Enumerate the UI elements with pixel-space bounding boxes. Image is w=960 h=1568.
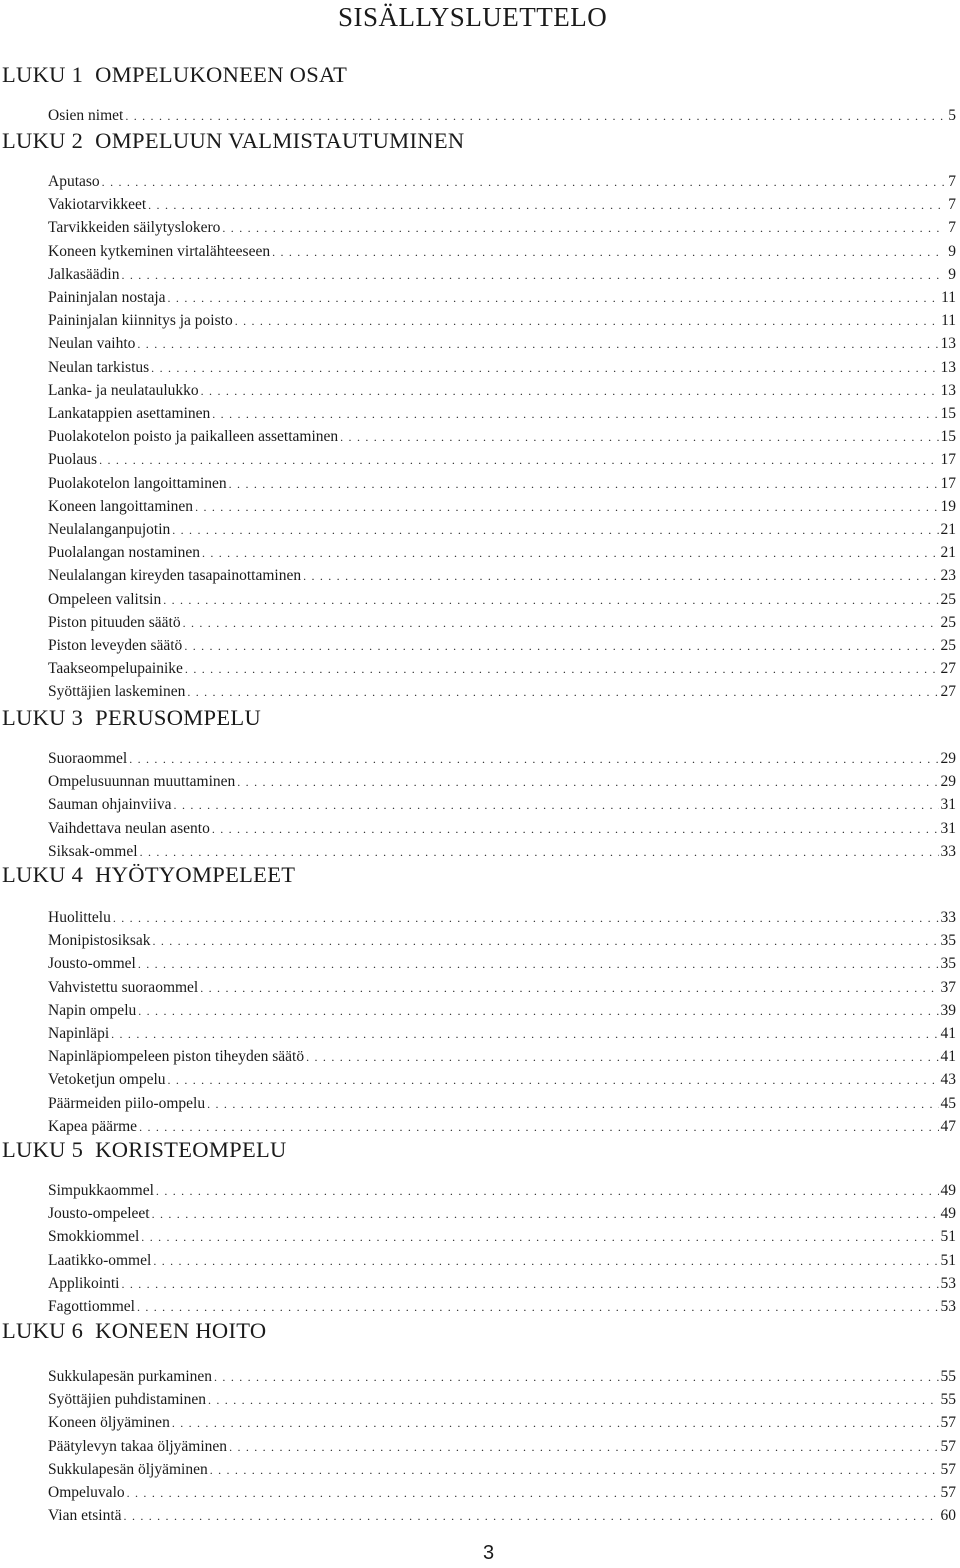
toc-entry[interactable] bbox=[48, 794, 956, 816]
entry-label: Neulan vaihto bbox=[48, 335, 136, 353]
entry-label: Napin ompelu bbox=[48, 1001, 137, 1019]
entry-page-number: 13 bbox=[940, 335, 956, 353]
entry-label: Lanka- ja neulataulukko bbox=[48, 381, 199, 399]
toc-entry[interactable] bbox=[48, 612, 956, 634]
entry-label: Vetoketjun ompelu bbox=[48, 1071, 166, 1089]
entry-label: Aputaso bbox=[48, 173, 100, 190]
chapter-name: HYÖTYOMPELEET bbox=[95, 862, 296, 887]
entry-page-number: 47 bbox=[940, 1117, 956, 1135]
dot-leader bbox=[102, 171, 944, 193]
dot-leader bbox=[111, 1023, 938, 1045]
entry-label: Huolittelu bbox=[48, 909, 111, 926]
entry-label: Koneen langoittaminen bbox=[48, 497, 194, 515]
chapter-number: LUKU 1 bbox=[2, 62, 84, 87]
entry-page-number: 35 bbox=[940, 955, 956, 973]
chapter-heading bbox=[2, 705, 261, 731]
toc-entry[interactable] bbox=[48, 1505, 956, 1527]
dot-leader bbox=[187, 681, 938, 703]
dot-leader bbox=[195, 496, 938, 518]
dot-leader bbox=[202, 542, 939, 564]
entry-label: Tarvikkeiden säilytyslokero bbox=[48, 219, 221, 237]
entry-label: Puolaus bbox=[48, 451, 98, 469]
dot-leader bbox=[237, 771, 938, 793]
entry-label: Taakseompelupainike bbox=[48, 660, 183, 678]
entry-page-number: 41 bbox=[940, 1048, 956, 1066]
dot-leader bbox=[172, 1412, 939, 1434]
entry-label: Syöttäjien puhdistaminen bbox=[48, 1391, 206, 1409]
entry-label: Sukkulapesän purkaminen bbox=[48, 1368, 213, 1385]
toc-entry[interactable] bbox=[48, 1436, 956, 1458]
entry-label: Piston pituuden säätö bbox=[48, 613, 181, 631]
entry-page-number: 21 bbox=[940, 521, 956, 538]
entry-label: Syöttäjien laskeminen bbox=[48, 683, 186, 701]
entry-label: Vaihdettava neulan asento bbox=[48, 819, 210, 837]
dot-leader bbox=[212, 403, 938, 425]
dot-leader bbox=[201, 380, 939, 402]
entry-page-number: 29 bbox=[940, 773, 956, 791]
entry-page-number: 25 bbox=[940, 613, 956, 631]
toc-entry[interactable] bbox=[48, 171, 956, 193]
toc-entry[interactable] bbox=[48, 1203, 956, 1225]
dot-leader bbox=[138, 1000, 938, 1022]
entry-page-number: 57 bbox=[940, 1437, 956, 1455]
dot-leader bbox=[151, 357, 938, 379]
toc-entry[interactable] bbox=[48, 357, 956, 379]
entry-page-number: 11 bbox=[941, 289, 956, 306]
entry-page-number: 53 bbox=[940, 1274, 956, 1292]
entry-label: Jousto-ommel bbox=[48, 955, 136, 973]
entry-label: Koneen öljyäminen bbox=[48, 1414, 170, 1432]
entry-page-number: 11 bbox=[941, 312, 956, 330]
entry-page-number: 17 bbox=[940, 474, 956, 492]
entry-label: Ompelusuunnan muuttaminen bbox=[48, 773, 236, 791]
entry-label: Koneen kytkeminen virtalähteeseen bbox=[48, 242, 271, 260]
dot-leader bbox=[140, 841, 939, 863]
chapter-number: LUKU 2 bbox=[2, 128, 84, 153]
entry-page-number: 51 bbox=[940, 1228, 956, 1246]
entry-label: Osien nimet bbox=[48, 107, 124, 124]
entry-page-number: 15 bbox=[940, 405, 956, 422]
chapter-heading bbox=[2, 1318, 266, 1344]
toc-entry[interactable] bbox=[48, 1366, 956, 1388]
entry-page-number: 45 bbox=[940, 1094, 956, 1112]
entry-label: Vahvistettu suoraommel bbox=[48, 978, 199, 996]
toc-entry[interactable] bbox=[48, 1296, 956, 1318]
toc-entry[interactable] bbox=[48, 1093, 956, 1115]
entry-page-number: 43 bbox=[940, 1071, 956, 1089]
dot-leader bbox=[229, 1436, 938, 1458]
toc-entry[interactable] bbox=[48, 1250, 956, 1272]
entry-page-number: 17 bbox=[940, 451, 956, 469]
chapter-number: LUKU 3 bbox=[2, 705, 84, 730]
toc-entry[interactable] bbox=[48, 473, 956, 495]
toc-entry[interactable] bbox=[48, 635, 956, 657]
chapter-name: OMPELUUN VALMISTAUTUMINEN bbox=[95, 128, 465, 153]
dot-leader bbox=[340, 426, 938, 448]
entry-page-number: 7 bbox=[948, 173, 956, 190]
entry-label: Jousto-ompeleet bbox=[48, 1205, 150, 1223]
entry-label: Ompeluvalo bbox=[48, 1484, 125, 1501]
dot-leader bbox=[99, 449, 938, 471]
entry-label: Puolakotelon poisto ja paikalleen assettaminen bbox=[48, 428, 339, 446]
entry-page-number: 41 bbox=[940, 1025, 956, 1042]
entry-page-number: 27 bbox=[940, 660, 956, 678]
entry-label: Kapea päärme bbox=[48, 1117, 138, 1135]
entry-label: Piston leveyden säätö bbox=[48, 637, 183, 654]
dot-leader bbox=[229, 473, 939, 495]
entry-page-number: 39 bbox=[940, 1001, 956, 1019]
toc-entry[interactable] bbox=[48, 380, 956, 402]
entry-label: Jalkasäädin bbox=[48, 265, 120, 283]
page-number: 3 bbox=[483, 1542, 495, 1564]
dot-leader bbox=[214, 1366, 938, 1388]
entry-label: Päätylevyn takaa öljyäminen bbox=[48, 1437, 228, 1455]
dot-leader bbox=[200, 977, 938, 999]
toc-entry[interactable] bbox=[48, 426, 956, 448]
toc-entry[interactable] bbox=[48, 1180, 956, 1202]
dot-leader bbox=[121, 264, 944, 286]
entry-page-number: 31 bbox=[940, 796, 956, 814]
entry-label: Paininjalan nostaja bbox=[48, 289, 166, 306]
toc-entry[interactable] bbox=[48, 449, 956, 471]
dot-leader bbox=[208, 1389, 939, 1411]
dot-leader bbox=[303, 565, 938, 587]
entry-label: Smokkiommel bbox=[48, 1228, 140, 1246]
dot-leader bbox=[137, 1296, 939, 1318]
entry-page-number: 13 bbox=[940, 358, 956, 376]
entry-label: Neulalangan kireyden tasapainottaminen bbox=[48, 567, 302, 585]
dot-leader bbox=[210, 1459, 939, 1481]
entry-label: Ompeleen valitsin bbox=[48, 590, 162, 608]
entry-label: Napinläpi bbox=[48, 1025, 110, 1042]
toc-entry[interactable] bbox=[48, 1389, 956, 1411]
entry-page-number: 57 bbox=[940, 1484, 956, 1501]
toc-entry[interactable] bbox=[48, 496, 956, 518]
entry-label: Siksak-ommel bbox=[48, 842, 138, 860]
entry-label: Vakiotarvikkeet bbox=[48, 196, 147, 214]
dot-leader bbox=[121, 1273, 938, 1295]
dot-leader bbox=[163, 589, 938, 611]
entry-label: Applikointi bbox=[48, 1274, 120, 1292]
entry-page-number: 7 bbox=[948, 196, 956, 214]
dot-leader bbox=[156, 1180, 939, 1202]
dot-leader bbox=[124, 1505, 939, 1527]
toc-entry[interactable] bbox=[48, 1482, 956, 1504]
toc-entry[interactable] bbox=[48, 953, 956, 975]
entry-label: Vian etsintä bbox=[48, 1507, 122, 1525]
toc-entry[interactable] bbox=[48, 217, 956, 239]
entry-label: Sukkulapesän öljyäminen bbox=[48, 1460, 208, 1478]
toc-entry[interactable] bbox=[48, 771, 956, 793]
entry-label: Puolakotelon langoittaminen bbox=[48, 474, 227, 492]
entry-page-number: 51 bbox=[940, 1251, 956, 1269]
chapter-heading bbox=[2, 128, 464, 154]
dot-leader bbox=[148, 194, 944, 216]
dot-leader bbox=[183, 612, 939, 634]
toc-entry[interactable] bbox=[48, 565, 956, 587]
entry-page-number: 29 bbox=[940, 750, 956, 767]
toc-entry[interactable] bbox=[48, 977, 956, 999]
entry-label: Monipistosiksak bbox=[48, 932, 151, 950]
dot-leader bbox=[168, 287, 940, 309]
chapter-heading bbox=[2, 1137, 287, 1163]
entry-label: Fagottiommel bbox=[48, 1298, 135, 1315]
toc-entry[interactable] bbox=[48, 1069, 956, 1091]
dot-leader bbox=[184, 635, 938, 657]
dot-leader bbox=[129, 748, 938, 770]
entry-label: Päärmeiden piilo-ompelu bbox=[48, 1094, 206, 1112]
toc-entry[interactable] bbox=[48, 403, 956, 425]
toc-entry[interactable] bbox=[48, 1226, 956, 1248]
toc-entry[interactable] bbox=[48, 333, 956, 355]
chapter-name: OMPELUKONEEN OSAT bbox=[95, 62, 348, 87]
entry-page-number: 49 bbox=[940, 1182, 956, 1199]
entry-label: Napinläpiompeleen piston tiheyden säätö bbox=[48, 1048, 305, 1066]
entry-label: Neulan tarkistus bbox=[48, 358, 150, 376]
chapter-heading bbox=[2, 62, 347, 88]
entry-label: Paininjalan kiinnitys ja poisto bbox=[48, 312, 233, 330]
toc-entry[interactable] bbox=[48, 241, 956, 263]
toc-entry[interactable] bbox=[48, 519, 956, 541]
chapter-name: KONEEN HOITO bbox=[95, 1318, 267, 1343]
entry-label: Suoraommel bbox=[48, 750, 128, 767]
page-title: SISÄLLYSLUETTELO bbox=[338, 2, 608, 32]
toc-entry[interactable] bbox=[48, 105, 956, 127]
dot-leader bbox=[222, 217, 944, 239]
toc-entry[interactable] bbox=[48, 907, 956, 929]
toc-entry[interactable] bbox=[48, 310, 956, 332]
dot-leader bbox=[127, 1482, 939, 1504]
entry-page-number: 19 bbox=[940, 497, 956, 515]
dot-leader bbox=[306, 1046, 938, 1068]
dot-leader bbox=[172, 519, 938, 541]
dot-leader bbox=[168, 1069, 939, 1091]
toc-entry[interactable] bbox=[48, 589, 956, 611]
toc-entry[interactable] bbox=[48, 1116, 956, 1138]
entry-page-number: 25 bbox=[940, 637, 956, 654]
toc-entry[interactable] bbox=[48, 1046, 956, 1068]
entry-page-number: 7 bbox=[948, 219, 956, 237]
entry-label: Sauman ohjainviiva bbox=[48, 796, 172, 814]
dot-leader bbox=[235, 310, 939, 332]
toc-entry[interactable] bbox=[48, 542, 956, 564]
entry-page-number: 15 bbox=[940, 428, 956, 446]
dot-leader bbox=[152, 1203, 939, 1225]
dot-leader bbox=[138, 953, 939, 975]
toc-entry[interactable] bbox=[48, 194, 956, 216]
entry-page-number: 9 bbox=[948, 242, 956, 260]
chapter-number: LUKU 5 bbox=[2, 1137, 84, 1162]
entry-label: Puolalangan nostaminen bbox=[48, 544, 200, 562]
entry-page-number: 5 bbox=[948, 107, 956, 124]
dot-leader bbox=[139, 1116, 938, 1138]
entry-page-number: 57 bbox=[940, 1414, 956, 1432]
toc-entry[interactable] bbox=[48, 1000, 956, 1022]
dot-leader bbox=[207, 1093, 938, 1115]
entry-page-number: 37 bbox=[940, 978, 956, 996]
entry-page-number: 33 bbox=[940, 842, 956, 860]
toc-entry[interactable] bbox=[48, 681, 956, 703]
entry-page-number: 9 bbox=[948, 265, 956, 283]
dot-leader bbox=[125, 105, 944, 127]
toc-entry[interactable] bbox=[48, 658, 956, 680]
entry-page-number: 23 bbox=[940, 567, 956, 585]
entry-label: Neulalanganpujotin bbox=[48, 521, 171, 538]
entry-label: Lankatappien asettaminen bbox=[48, 405, 211, 422]
entry-page-number: 53 bbox=[940, 1298, 956, 1315]
toc-entry[interactable] bbox=[48, 287, 956, 309]
dot-leader bbox=[141, 1226, 938, 1248]
entry-label: Laatikko-ommel bbox=[48, 1251, 152, 1269]
entry-page-number: 57 bbox=[940, 1460, 956, 1478]
dot-leader bbox=[174, 794, 939, 816]
entry-page-number: 31 bbox=[940, 819, 956, 837]
entry-page-number: 60 bbox=[940, 1507, 956, 1525]
toc-entry[interactable] bbox=[48, 1273, 956, 1295]
entry-page-number: 25 bbox=[940, 590, 956, 608]
dot-leader bbox=[153, 1250, 938, 1272]
dot-leader bbox=[152, 930, 938, 952]
entry-page-number: 27 bbox=[940, 683, 956, 701]
dot-leader bbox=[185, 658, 939, 680]
toc-entry[interactable] bbox=[48, 264, 956, 286]
entry-label: Simpukkaommel bbox=[48, 1182, 154, 1199]
toc-entry[interactable] bbox=[48, 1412, 956, 1434]
dot-leader bbox=[137, 333, 938, 355]
entry-page-number: 55 bbox=[940, 1368, 956, 1385]
entry-page-number: 21 bbox=[940, 544, 956, 562]
toc-entry[interactable] bbox=[48, 1023, 956, 1045]
toc-entry[interactable] bbox=[48, 1459, 956, 1481]
toc-entry[interactable] bbox=[48, 818, 956, 840]
chapter-name: PERUSOMPELU bbox=[95, 705, 262, 730]
chapter-name: KORISTEOMPELU bbox=[95, 1137, 287, 1162]
entry-page-number: 35 bbox=[940, 932, 956, 950]
dot-leader bbox=[212, 818, 939, 840]
chapter-number: LUKU 6 bbox=[2, 1318, 84, 1343]
entry-page-number: 49 bbox=[940, 1205, 956, 1223]
entry-page-number: 13 bbox=[940, 381, 956, 399]
toc-entry[interactable] bbox=[48, 841, 956, 863]
toc-entry[interactable] bbox=[48, 748, 956, 770]
dot-leader bbox=[272, 241, 944, 263]
chapter-number: LUKU 4 bbox=[2, 862, 84, 887]
entry-page-number: 55 bbox=[940, 1391, 956, 1409]
chapter-heading bbox=[2, 862, 295, 888]
entry-page-number: 33 bbox=[940, 909, 956, 926]
toc-entry[interactable] bbox=[48, 930, 956, 952]
dot-leader bbox=[113, 907, 939, 929]
